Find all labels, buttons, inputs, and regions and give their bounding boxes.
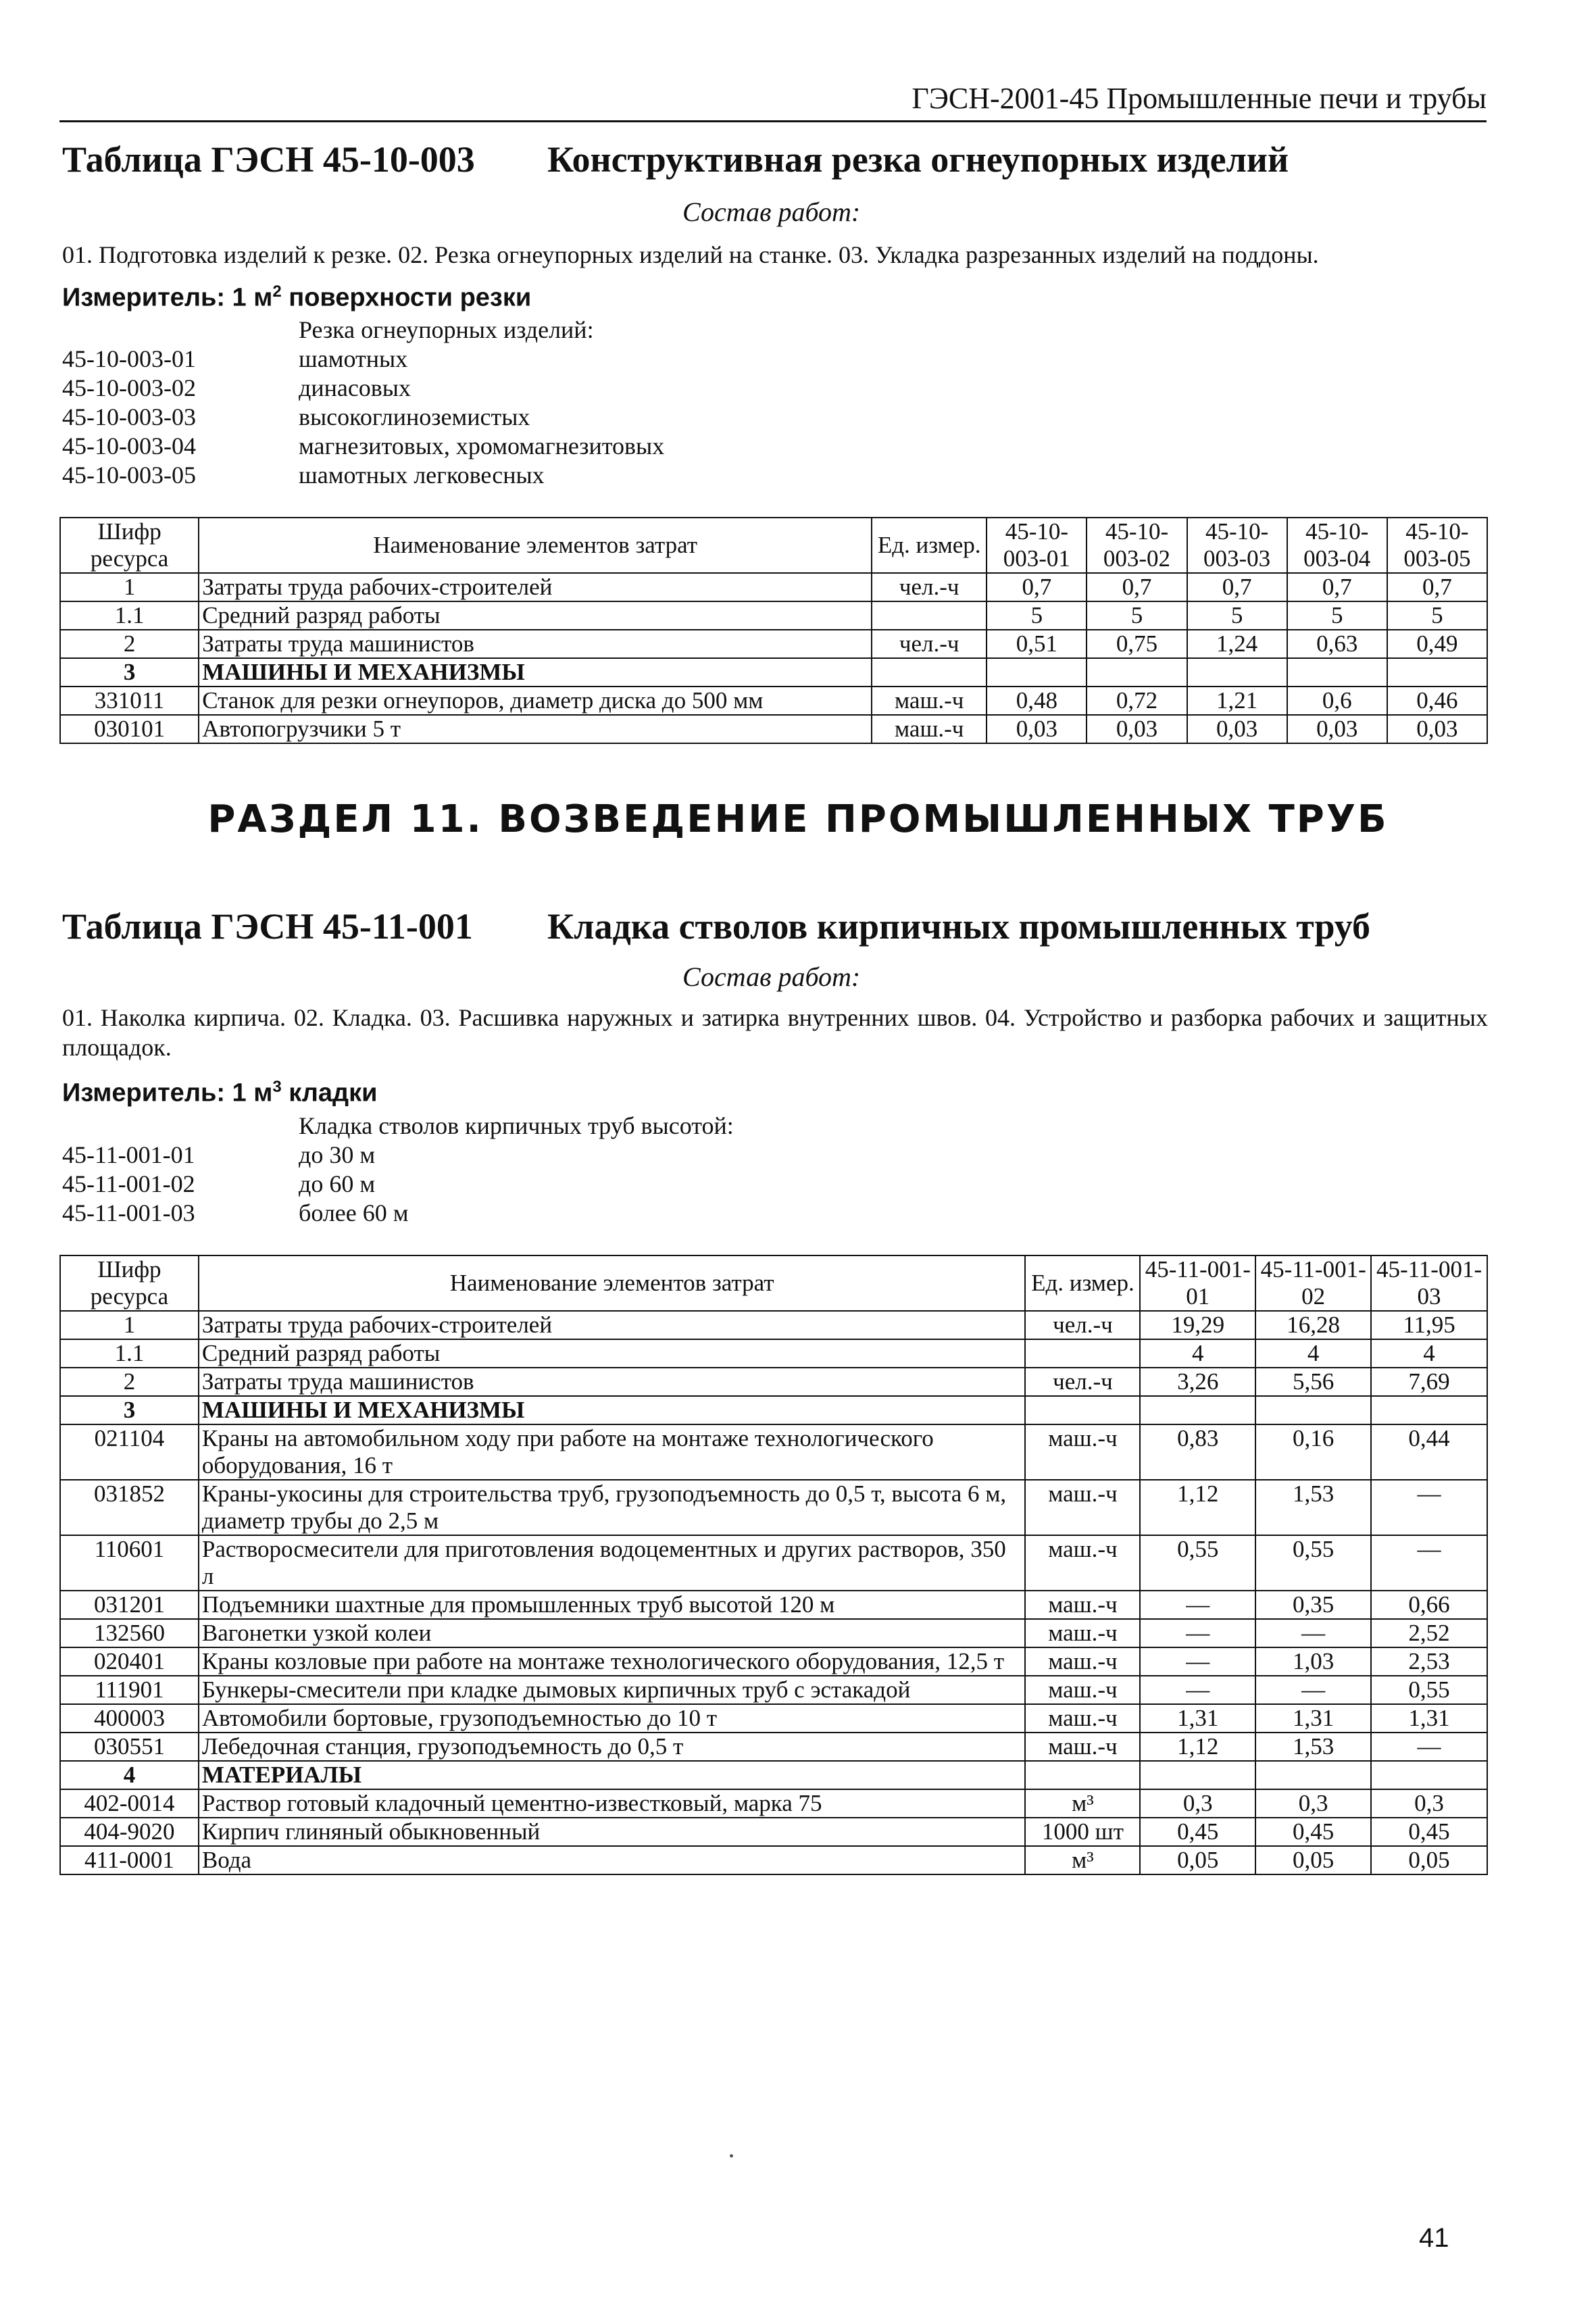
table-header-row <box>60 518 1487 573</box>
cell-value: — <box>1140 1619 1255 1647</box>
table2-code-list <box>62 1112 734 1228</box>
cell-name: Затраты труда машинистов <box>199 1368 1026 1396</box>
cell-value: 0,51 <box>987 630 1087 658</box>
table-header-row <box>60 1255 1487 1311</box>
table-row <box>60 715 1487 743</box>
table1-label: Таблица ГЭСН 45-10-003 <box>62 139 475 180</box>
col-header-norm: 45-10-003-01 <box>987 518 1087 573</box>
cell-value: 16,28 <box>1255 1311 1371 1339</box>
cell-value: 5 <box>1287 601 1387 630</box>
code-list-code: 45-10-003-02 <box>62 374 196 401</box>
cell-name: Средний разряд работы <box>199 1339 1026 1368</box>
cell-name: Автопогрузчики 5 т <box>199 715 872 743</box>
cell-unit: маш.-ч <box>1025 1535 1140 1591</box>
cell-name: Станок для резки огнеупоров, диаметр диска до 500 мм <box>199 687 872 715</box>
cell-unit: чел.-ч <box>872 573 987 601</box>
table-row <box>60 1733 1487 1761</box>
cell-value: 0,16 <box>1255 1424 1371 1480</box>
cell-unit: маш.-ч <box>1025 1647 1140 1676</box>
cell-name: Бункеры-смесители при кладке дымовых кирпичных труб с эстакадой <box>199 1676 1026 1704</box>
cell-value: — <box>1371 1535 1487 1591</box>
cell-code: 110601 <box>60 1535 199 1591</box>
cell-unit: чел.-ч <box>872 630 987 658</box>
table-row <box>60 601 1487 630</box>
cell-value: 1,31 <box>1255 1704 1371 1733</box>
cell-unit <box>1025 1396 1140 1424</box>
table-row <box>60 687 1487 715</box>
table-row <box>60 1676 1487 1704</box>
col-header-name: Наименование элементов затрат <box>199 518 872 573</box>
code-list-code: 45-11-001-02 <box>62 1170 195 1197</box>
cell-value <box>1371 1396 1487 1424</box>
col-header-norm: 45-10-003-04 <box>1287 518 1387 573</box>
cell-value: 7,69 <box>1371 1368 1487 1396</box>
col-header-norm: 45-10-003-05 <box>1387 518 1487 573</box>
table-row <box>60 1789 1487 1818</box>
code-list-code: 45-10-003-01 <box>62 345 196 372</box>
code-list-item <box>62 345 664 374</box>
cell-name: Затраты труда рабочих-строителей <box>199 573 872 601</box>
cell-value: 1,31 <box>1140 1704 1255 1733</box>
cell-name: Подъемники шахтные для промышленных труб высотой 120 м <box>199 1591 1026 1619</box>
table2-resources <box>59 1255 1488 1875</box>
cell-value: 0,46 <box>1387 687 1487 715</box>
code-list-item <box>62 432 664 461</box>
cell-value: 4 <box>1371 1339 1487 1368</box>
table-row <box>60 1480 1487 1535</box>
cell-value: 0,55 <box>1371 1676 1487 1704</box>
cell-code: 3 <box>60 1396 199 1424</box>
table-row <box>60 1535 1487 1591</box>
col-header-unit: Ед. измер. <box>1025 1255 1140 1311</box>
cell-name: Раствор готовый кладочный цементно-известковый, марка 75 <box>199 1789 1026 1818</box>
cell-value: 0,05 <box>1371 1846 1487 1874</box>
cell-name: Затраты труда машинистов <box>199 630 872 658</box>
page-number: 41 <box>1419 2223 1449 2253</box>
cell-value: — <box>1140 1676 1255 1704</box>
code-list-text: до 30 м <box>299 1141 376 1168</box>
col-header-name: Наименование элементов затрат <box>199 1255 1026 1311</box>
cell-value: 0,7 <box>1187 573 1287 601</box>
cell-value: — <box>1140 1591 1255 1619</box>
cell-value: 5 <box>1187 601 1287 630</box>
cell-unit <box>1025 1761 1140 1789</box>
cell-value <box>1287 658 1387 687</box>
cell-value: 0,7 <box>1387 573 1487 601</box>
table1-heading: Конструктивная резка огнеупорных изделий <box>547 139 1289 180</box>
cell-value <box>1140 1396 1255 1424</box>
cell-name: Краны на автомобильном ходу при работе на монтаже технологического оборудования, 16 т <box>199 1424 1026 1480</box>
cell-code: 021104 <box>60 1424 199 1480</box>
cell-value: — <box>1371 1480 1487 1535</box>
cell-value: 0,45 <box>1255 1818 1371 1846</box>
code-list-item <box>62 1199 734 1228</box>
table-row <box>60 1761 1487 1789</box>
code-list-item <box>62 374 664 403</box>
table1-code-list <box>62 316 664 490</box>
cell-code: 020401 <box>60 1647 199 1676</box>
cell-value: 0,63 <box>1287 630 1387 658</box>
table1-sostav: Состав работ: <box>682 197 861 227</box>
cell-value: 0,3 <box>1371 1789 1487 1818</box>
cell-unit: м³ <box>1025 1789 1140 1818</box>
cell-value: 0,75 <box>1087 630 1187 658</box>
cell-code: 400003 <box>60 1704 199 1733</box>
cell-code: 2 <box>60 630 199 658</box>
col-header-norm: 45-10-003-03 <box>1187 518 1287 573</box>
code-list-code: 45-11-001-01 <box>62 1141 195 1168</box>
cell-unit <box>1025 1339 1140 1368</box>
cell-value: 19,29 <box>1140 1311 1255 1339</box>
cell-value: 0,48 <box>987 687 1087 715</box>
cell-unit: маш.-ч <box>1025 1676 1140 1704</box>
cell-value: 3,26 <box>1140 1368 1255 1396</box>
col-header-code: Шифр ресурса <box>60 518 199 573</box>
cell-value <box>1187 658 1287 687</box>
cell-unit: 1000 шт <box>1025 1818 1140 1846</box>
cell-value: 5 <box>1087 601 1187 630</box>
cell-unit: маш.-ч <box>872 687 987 715</box>
table2-sostav: Состав работ: <box>682 962 861 992</box>
cell-value <box>1255 1761 1371 1789</box>
cell-value: 4 <box>1255 1339 1371 1368</box>
cell-code: 402-0014 <box>60 1789 199 1818</box>
table-row <box>60 1704 1487 1733</box>
cell-code: 404-9020 <box>60 1818 199 1846</box>
cell-value: 0,55 <box>1255 1535 1371 1591</box>
cell-name: Лебедочная станция, грузоподъемность до 0,5 т <box>199 1733 1026 1761</box>
table-row <box>60 1647 1487 1676</box>
cell-name: Вагонетки узкой колеи <box>199 1619 1026 1647</box>
running-header: ГЭСН-2001-45 Промышленные печи и трубы <box>912 82 1487 115</box>
cell-value: 11,95 <box>1371 1311 1487 1339</box>
table1-list-intro: Резка огнеупорных изделий: <box>299 316 594 343</box>
cell-value: — <box>1371 1733 1487 1761</box>
cell-value: 0,03 <box>1387 715 1487 743</box>
cell-value <box>987 658 1087 687</box>
table1-works: 01. Подготовка изделий к резке. 02. Резка огнеупорных изделий на станке. 03. Укладка разрезанных изделий на поддоны. <box>62 241 1319 268</box>
cell-name: Кирпич глиняный обыкновенный <box>199 1818 1026 1846</box>
col-header-norm: 45-11-001-01 <box>1140 1255 1255 1311</box>
code-list-text: более 60 м <box>299 1199 409 1226</box>
cell-code: 030101 <box>60 715 199 743</box>
cell-unit: чел.-ч <box>1025 1368 1140 1396</box>
cell-name: Автомобили бортовые, грузоподъемностью до 10 т <box>199 1704 1026 1733</box>
cell-code: 3 <box>60 658 199 687</box>
code-list-code: 45-10-003-04 <box>62 432 196 459</box>
cell-name: МАТЕРИАЛЫ <box>199 1761 1026 1789</box>
cell-value: 0,05 <box>1140 1846 1255 1874</box>
cell-unit: маш.-ч <box>1025 1704 1140 1733</box>
code-list-item <box>62 1141 734 1170</box>
col-header-norm: 45-11-001-03 <box>1371 1255 1487 1311</box>
scan-speck <box>730 2154 733 2158</box>
cell-unit: м³ <box>1025 1846 1140 1874</box>
cell-value: — <box>1140 1647 1255 1676</box>
cell-value: 0,03 <box>1287 715 1387 743</box>
code-list-text: шамотных <box>299 345 408 372</box>
cell-value: 0,55 <box>1140 1535 1255 1591</box>
code-list-text: динасовых <box>299 374 411 401</box>
cell-name: Средний разряд работы <box>199 601 872 630</box>
table-row <box>60 1818 1487 1846</box>
table1-resources <box>59 517 1488 744</box>
cell-value: 1,12 <box>1140 1733 1255 1761</box>
table2-works: 01. Наколка кирпича. 02. Кладка. 03. Расшивка наружных и затирка внутренних швов. 04. Устройство и разборка рабочих и защитных площадок. <box>62 1004 1488 1061</box>
cell-code: 031201 <box>60 1591 199 1619</box>
cell-unit <box>872 658 987 687</box>
table-row <box>60 1396 1487 1424</box>
table-row <box>60 1619 1487 1647</box>
cell-value: 2,52 <box>1371 1619 1487 1647</box>
cell-value: 0,3 <box>1140 1789 1255 1818</box>
table-row <box>60 573 1487 601</box>
cell-name: Краны козловые при работе на монтаже технологического оборудования, 12,5 т <box>199 1647 1026 1676</box>
table1-measure: Измеритель: 1 $м^2$ поверхности резки <box>62 282 532 312</box>
table-row <box>60 1846 1487 1874</box>
cell-name: Вода <box>199 1846 1026 1874</box>
code-list-text: до 60 м <box>299 1170 376 1197</box>
cell-value: 0,35 <box>1255 1591 1371 1619</box>
table-row <box>60 1424 1487 1480</box>
cell-value: 0,7 <box>1087 573 1187 601</box>
cell-value: — <box>1255 1676 1371 1704</box>
col-header-code: Шифр ресурса <box>60 1255 199 1311</box>
cell-code: 132560 <box>60 1619 199 1647</box>
table-row <box>60 1368 1487 1396</box>
code-list-code: 45-11-001-03 <box>62 1199 195 1226</box>
cell-value: 0,03 <box>1187 715 1287 743</box>
cell-code: 030551 <box>60 1733 199 1761</box>
cell-value: — <box>1255 1619 1371 1647</box>
cell-value: 1,53 <box>1255 1733 1371 1761</box>
cell-value: 0,03 <box>987 715 1087 743</box>
header-rule <box>59 120 1487 122</box>
cell-value: 0,45 <box>1371 1818 1487 1846</box>
cell-value: 0,03 <box>1087 715 1187 743</box>
cell-code: 1 <box>60 573 199 601</box>
code-list-item <box>62 403 664 432</box>
cell-value: 5 <box>1387 601 1487 630</box>
cell-value: 0,72 <box>1087 687 1187 715</box>
cell-name: МАШИНЫ И МЕХАНИЗМЫ <box>199 658 872 687</box>
cell-value <box>1371 1761 1487 1789</box>
table-row <box>60 1311 1487 1339</box>
cell-code: 4 <box>60 1761 199 1789</box>
cell-value: 0,6 <box>1287 687 1387 715</box>
cell-value: 5,56 <box>1255 1368 1371 1396</box>
cell-unit: маш.-ч <box>1025 1424 1140 1480</box>
cell-value: 0,45 <box>1140 1818 1255 1846</box>
cell-value: 1,53 <box>1255 1480 1371 1535</box>
cell-code: 411-0001 <box>60 1846 199 1874</box>
cell-name: МАШИНЫ И МЕХАНИЗМЫ <box>199 1396 1026 1424</box>
cell-unit: чел.-ч <box>1025 1311 1140 1339</box>
cell-unit: маш.-ч <box>1025 1591 1140 1619</box>
col-header-norm: 45-10-003-02 <box>1087 518 1187 573</box>
code-list-code: 45-10-003-05 <box>62 462 196 489</box>
table2-label: Таблица ГЭСН 45-11-001 <box>62 906 473 947</box>
col-header-unit: Ед. измер. <box>872 518 987 573</box>
cell-value: 5 <box>987 601 1087 630</box>
cell-value: 1,03 <box>1255 1647 1371 1676</box>
cell-value <box>1140 1761 1255 1789</box>
cell-value: 4 <box>1140 1339 1255 1368</box>
cell-value: 0,49 <box>1387 630 1487 658</box>
cell-name: Затраты труда рабочих-строителей <box>199 1311 1026 1339</box>
cell-value <box>1087 658 1187 687</box>
cell-code: 111901 <box>60 1676 199 1704</box>
table2-heading: Кладка стволов кирпичных промышленных труб <box>547 906 1371 947</box>
table2-list-intro: Кладка стволов кирпичных труб высотой: <box>299 1112 734 1139</box>
cell-name: Краны-укосины для строительства труб, грузоподъемность до 0,5 т, высота 6 м, диаметр трубы до 2,5 м <box>199 1480 1026 1535</box>
cell-value: 1,24 <box>1187 630 1287 658</box>
cell-unit: маш.-ч <box>1025 1480 1140 1535</box>
table-row <box>60 630 1487 658</box>
cell-value: 0,44 <box>1371 1424 1487 1480</box>
cell-code: 1 <box>60 1311 199 1339</box>
table-row <box>60 1591 1487 1619</box>
code-list-text: шамотных легковесных <box>299 462 545 489</box>
cell-code: 1.1 <box>60 1339 199 1368</box>
section-title: РАЗДЕЛ 11. ВОЗВЕДЕНИЕ ПРОМЫШЛЕННЫХ ТРУБ <box>207 797 1389 841</box>
cell-unit <box>872 601 987 630</box>
cell-code: 031852 <box>60 1480 199 1535</box>
cell-value <box>1387 658 1487 687</box>
table-row <box>60 1339 1487 1368</box>
cell-unit: маш.-ч <box>1025 1619 1140 1647</box>
code-list-item <box>62 1170 734 1199</box>
code-list-item <box>62 461 664 490</box>
cell-value: 2,53 <box>1371 1647 1487 1676</box>
code-list-text: магнезитовых, хромомагнезитовых <box>299 432 665 459</box>
cell-value: 1,12 <box>1140 1480 1255 1535</box>
cell-unit: маш.-ч <box>1025 1733 1140 1761</box>
table2-measure: Измеритель: 1 $м^3$ кладки <box>62 1078 378 1107</box>
cell-value: 0,66 <box>1371 1591 1487 1619</box>
col-header-norm: 45-11-001-02 <box>1255 1255 1371 1311</box>
cell-value <box>1255 1396 1371 1424</box>
cell-name: Растворосмесители для приготовления водоцементных и других растворов, 350 л <box>199 1535 1026 1591</box>
cell-value: 0,05 <box>1255 1846 1371 1874</box>
cell-value: 0,7 <box>1287 573 1387 601</box>
cell-value: 0,7 <box>987 573 1087 601</box>
cell-value: 1,21 <box>1187 687 1287 715</box>
cell-value: 0,83 <box>1140 1424 1255 1480</box>
cell-code: 2 <box>60 1368 199 1396</box>
cell-value: 1,31 <box>1371 1704 1487 1733</box>
cell-code: 331011 <box>60 687 199 715</box>
table-row <box>60 658 1487 687</box>
cell-value: 0,3 <box>1255 1789 1371 1818</box>
cell-unit: маш.-ч <box>872 715 987 743</box>
code-list-code: 45-10-003-03 <box>62 403 196 430</box>
code-list-text: высокоглиноземистых <box>299 403 530 430</box>
cell-code: 1.1 <box>60 601 199 630</box>
